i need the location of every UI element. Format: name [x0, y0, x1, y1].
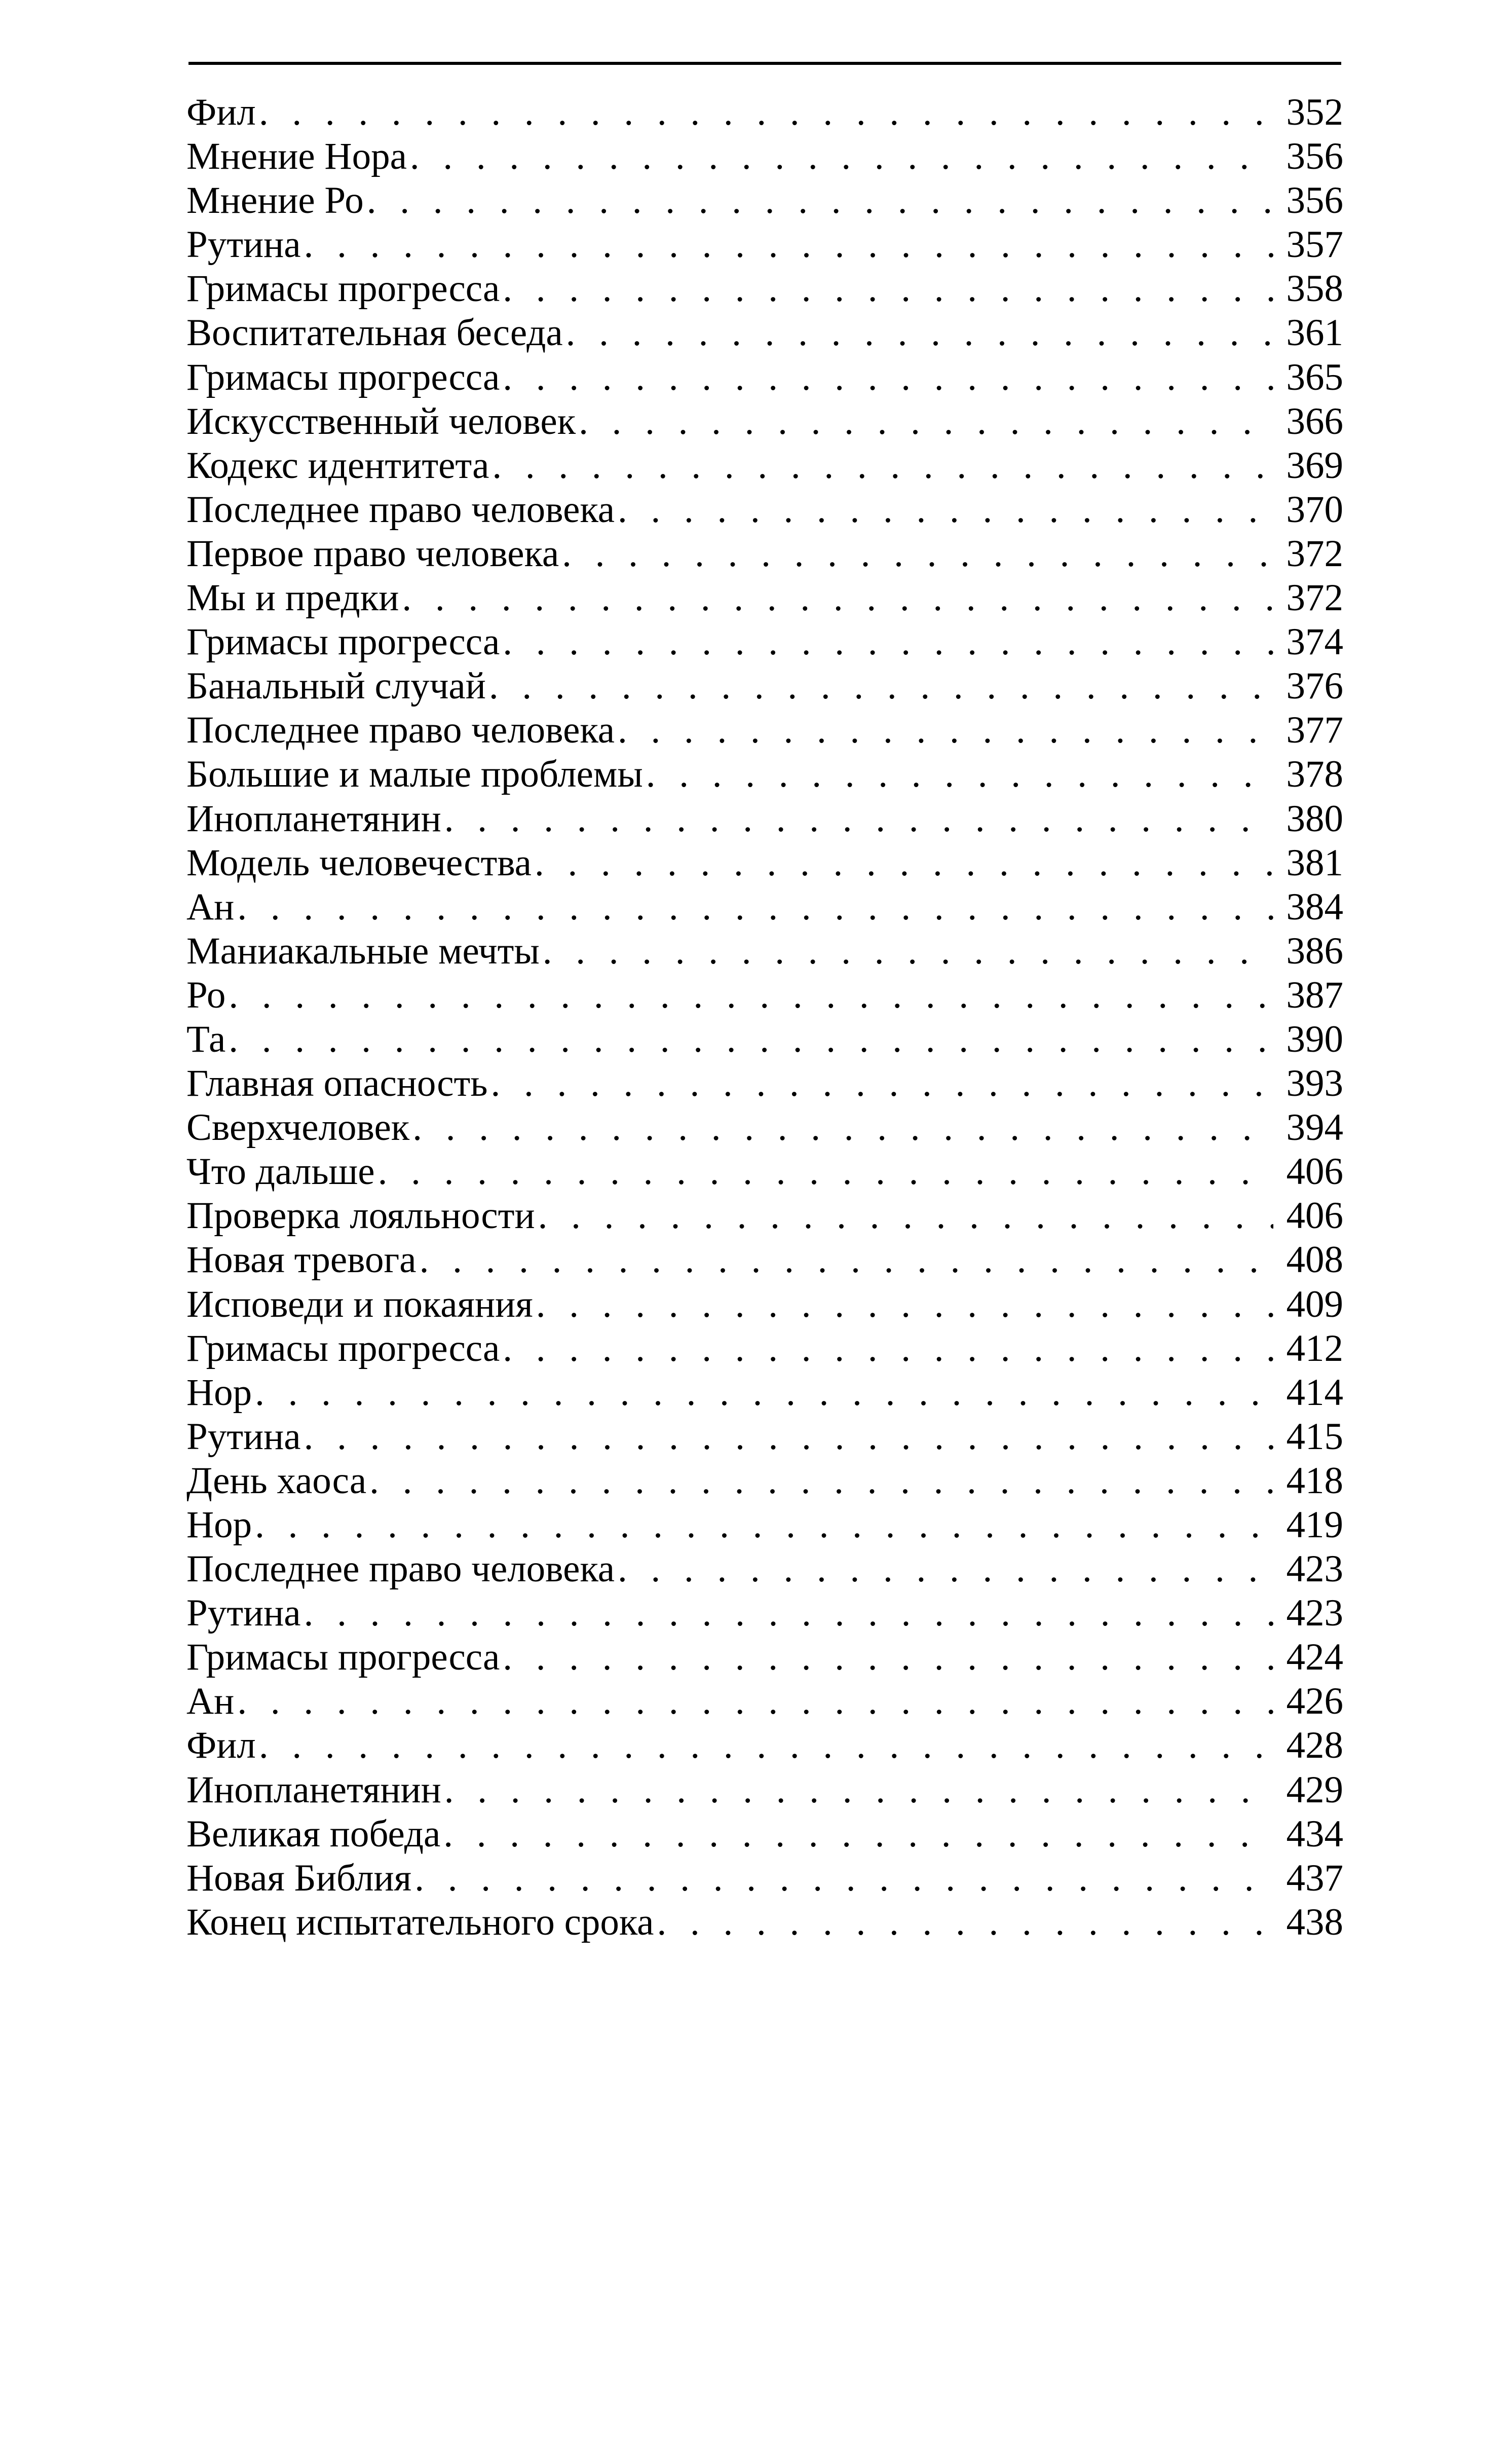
toc-entry-title: Нор: [186, 1504, 252, 1546]
table-of-contents: [186, 90, 1343, 1944]
toc-entry-page-number: 366: [1286, 400, 1343, 442]
toc-entry-page-number: 409: [1286, 1283, 1343, 1325]
toc-entry-title: Та: [186, 1018, 226, 1060]
toc-entry-title: Банальный случай: [186, 665, 486, 708]
dot-leader: [229, 973, 1273, 1017]
toc-entry: [186, 1105, 1343, 1150]
toc-entry-page-number: 356: [1286, 135, 1343, 178]
toc-entry-page-number: 406: [1286, 1195, 1343, 1237]
toc-entry: [186, 1194, 1343, 1238]
toc-entry-title: Модель человечества: [186, 841, 532, 884]
toc-entry: [186, 355, 1343, 399]
toc-entry-page-number: 415: [1286, 1415, 1343, 1458]
dot-leader: [255, 1371, 1273, 1415]
toc-entry-title: Сверхчеловек: [186, 1106, 410, 1149]
toc-entry-title: Великая победа: [186, 1812, 441, 1855]
dot-leader: [491, 1061, 1273, 1105]
toc-entry-title: Рутина: [186, 224, 301, 266]
toc-entry: [186, 1238, 1343, 1282]
toc-entry-page-number: 380: [1286, 797, 1343, 840]
toc-entry-page-number: 352: [1286, 91, 1343, 133]
toc-entry-title: Проверка лояльности: [186, 1195, 535, 1237]
toc-entry-page-number: 414: [1286, 1371, 1343, 1414]
toc-entry-title: Инопланетянин: [186, 1768, 441, 1811]
toc-entry-title: Конец испытательного срока: [186, 1901, 654, 1943]
dot-leader: [503, 355, 1273, 399]
toc-entry-title: Мнение Нора: [186, 135, 407, 178]
toc-entry-title: Новая Библия: [186, 1857, 412, 1899]
toc-entry-page-number: 412: [1286, 1327, 1343, 1369]
toc-entry-title: Кодекс идентитета: [186, 444, 489, 487]
dot-leader: [566, 311, 1273, 355]
toc-entry-title: Воспитательная беседа: [186, 312, 563, 354]
dot-leader: [412, 1105, 1273, 1150]
toc-entry-page-number: 408: [1286, 1239, 1343, 1281]
toc-entry: [186, 885, 1343, 929]
toc-entry: [186, 532, 1343, 576]
toc-entry-page-number: 374: [1286, 621, 1343, 663]
toc-entry-title: Первое право человека: [186, 532, 559, 575]
toc-entry: [186, 399, 1343, 443]
dot-leader: [255, 1503, 1273, 1547]
toc-entry-page-number: 377: [1286, 709, 1343, 752]
toc-entry-title: Что дальше: [186, 1151, 375, 1193]
dot-leader: [646, 752, 1273, 796]
toc-entry-title: День хаоса: [186, 1459, 367, 1502]
toc-entry-page-number: 387: [1286, 974, 1343, 1016]
toc-entry: [186, 1503, 1343, 1547]
dot-leader: [443, 1812, 1273, 1856]
toc-entry: [186, 664, 1343, 708]
toc-entry-title: Гримасы прогресса: [186, 1327, 500, 1369]
toc-entry: [186, 1150, 1343, 1194]
toc-entry-page-number: 426: [1286, 1680, 1343, 1723]
toc-entry-title: Нор: [186, 1371, 252, 1414]
toc-entry-title: Рутина: [186, 1415, 301, 1458]
toc-entry-title: Фил: [186, 1724, 256, 1767]
dot-leader: [237, 885, 1273, 929]
toc-entry-title: Мы и предки: [186, 577, 399, 619]
dot-leader: [367, 178, 1273, 223]
toc-entry: [186, 752, 1343, 796]
dot-leader: [543, 929, 1273, 973]
toc-entry-page-number: 423: [1286, 1548, 1343, 1590]
toc-entry-title: Фил: [186, 91, 256, 133]
toc-entry: [186, 1061, 1343, 1105]
toc-entry: [186, 1459, 1343, 1503]
toc-entry-page-number: 369: [1286, 444, 1343, 487]
toc-entry: [186, 1723, 1343, 1767]
toc-entry-page-number: 429: [1286, 1768, 1343, 1811]
toc-entry-page-number: 418: [1286, 1459, 1343, 1502]
toc-entry-title: Инопланетянин: [186, 797, 441, 840]
toc-entry: [186, 1415, 1343, 1459]
toc-entry: [186, 1812, 1343, 1856]
toc-entry-title: Последнее право человека: [186, 488, 615, 531]
toc-entry: [186, 267, 1343, 311]
dot-leader: [503, 1326, 1273, 1371]
dot-leader: [657, 1900, 1273, 1944]
toc-entry: [186, 223, 1343, 267]
toc-entry-page-number: 428: [1286, 1724, 1343, 1767]
dot-leader: [503, 267, 1273, 311]
dot-leader: [503, 1635, 1273, 1679]
dot-leader: [618, 1547, 1273, 1591]
toc-entry-page-number: 390: [1286, 1018, 1343, 1060]
dot-leader: [444, 797, 1273, 841]
toc-entry: [186, 1371, 1343, 1415]
toc-entry: [186, 708, 1343, 752]
toc-entry: [186, 797, 1343, 841]
toc-entry-title: Гримасы прогресса: [186, 621, 500, 663]
toc-entry-title: Гримасы прогресса: [186, 356, 500, 398]
toc-entry-title: Большие и малые проблемы: [186, 753, 643, 796]
toc-entry: [186, 134, 1343, 178]
toc-entry: [186, 1017, 1343, 1061]
toc-entry-page-number: 434: [1286, 1812, 1343, 1855]
toc-entry-title: Новая тревога: [186, 1239, 417, 1281]
toc-entry-page-number: 376: [1286, 665, 1343, 708]
dot-leader: [535, 841, 1273, 885]
toc-entry-title: Ан: [186, 1680, 235, 1723]
toc-entry: [186, 929, 1343, 973]
dot-leader: [402, 576, 1273, 620]
toc-entry-page-number: 361: [1286, 312, 1343, 354]
toc-entry-page-number: 372: [1286, 532, 1343, 575]
toc-entry-page-number: 384: [1286, 885, 1343, 928]
toc-entry-title: Последнее право человека: [186, 1548, 615, 1590]
toc-entry-page-number: 423: [1286, 1592, 1343, 1635]
toc-entry: [186, 178, 1343, 223]
dot-leader: [618, 708, 1273, 752]
toc-entry-page-number: 365: [1286, 356, 1343, 398]
toc-entry-title: Гримасы прогресса: [186, 268, 500, 310]
toc-entry: [186, 1326, 1343, 1371]
toc-entry-title: Гримасы прогресса: [186, 1636, 500, 1679]
toc-entry-page-number: 386: [1286, 930, 1343, 972]
toc-entry-page-number: 358: [1286, 268, 1343, 310]
toc-entry-title: Исповеди и покаяния: [186, 1283, 533, 1325]
toc-entry-title: Рутина: [186, 1592, 301, 1635]
dot-leader: [237, 1679, 1273, 1723]
toc-entry-page-number: 419: [1286, 1504, 1343, 1546]
dot-leader: [618, 488, 1273, 532]
toc-entry-page-number: 378: [1286, 753, 1343, 796]
toc-entry: [186, 620, 1343, 664]
toc-entry-page-number: 372: [1286, 577, 1343, 619]
toc-entry: [186, 1591, 1343, 1635]
dot-leader: [304, 223, 1273, 267]
toc-entry: [186, 841, 1343, 885]
toc-entry-page-number: 406: [1286, 1151, 1343, 1193]
toc-entry: [186, 1768, 1343, 1812]
dot-leader: [229, 1017, 1273, 1061]
toc-entry: [186, 1547, 1343, 1591]
toc-entry: [186, 1282, 1343, 1326]
dot-leader: [369, 1459, 1273, 1503]
toc-entry-title: Маниакальные мечты: [186, 930, 540, 972]
toc-entry-page-number: 424: [1286, 1636, 1343, 1679]
toc-entry: [186, 1900, 1343, 1944]
dot-leader: [536, 1282, 1273, 1326]
toc-entry-title: Главная опасность: [186, 1062, 488, 1105]
dot-leader: [579, 399, 1273, 443]
toc-entry-page-number: 356: [1286, 179, 1343, 222]
dot-leader: [492, 443, 1273, 488]
toc-entry-title: Мнение Ро: [186, 179, 364, 222]
dot-leader: [489, 664, 1273, 708]
toc-entry: [186, 488, 1343, 532]
toc-entry: [186, 1856, 1343, 1900]
toc-entry-page-number: 437: [1286, 1857, 1343, 1899]
toc-entry-page-number: 370: [1286, 488, 1343, 531]
dot-leader: [444, 1768, 1273, 1812]
toc-entry: [186, 1679, 1343, 1723]
top-rule: [188, 62, 1341, 65]
dot-leader: [304, 1415, 1273, 1459]
dot-leader: [410, 134, 1273, 178]
dot-leader: [538, 1194, 1273, 1238]
toc-entry-page-number: 381: [1286, 841, 1343, 884]
dot-leader: [304, 1591, 1273, 1635]
dot-leader: [259, 90, 1273, 134]
toc-entry-page-number: 393: [1286, 1062, 1343, 1105]
dot-leader: [259, 1723, 1273, 1767]
toc-entry-page-number: 394: [1286, 1106, 1343, 1149]
toc-entry: [186, 576, 1343, 620]
toc-entry: [186, 311, 1343, 355]
toc-entry: [186, 1635, 1343, 1679]
toc-entry: [186, 443, 1343, 488]
toc-entry-title: Последнее право человека: [186, 709, 615, 752]
toc-entry-title: Ро: [186, 974, 226, 1016]
toc-entry-page-number: 357: [1286, 224, 1343, 266]
toc-entry-title: Искусственный человек: [186, 400, 576, 442]
toc-entry: [186, 90, 1343, 134]
dot-leader: [414, 1856, 1273, 1900]
dot-leader: [562, 532, 1273, 576]
toc-entry: [186, 973, 1343, 1017]
toc-entry-title: Ан: [186, 885, 235, 928]
dot-leader: [420, 1238, 1273, 1282]
toc-entry-page-number: 438: [1286, 1901, 1343, 1943]
dot-leader: [378, 1150, 1273, 1194]
dot-leader: [503, 620, 1273, 664]
